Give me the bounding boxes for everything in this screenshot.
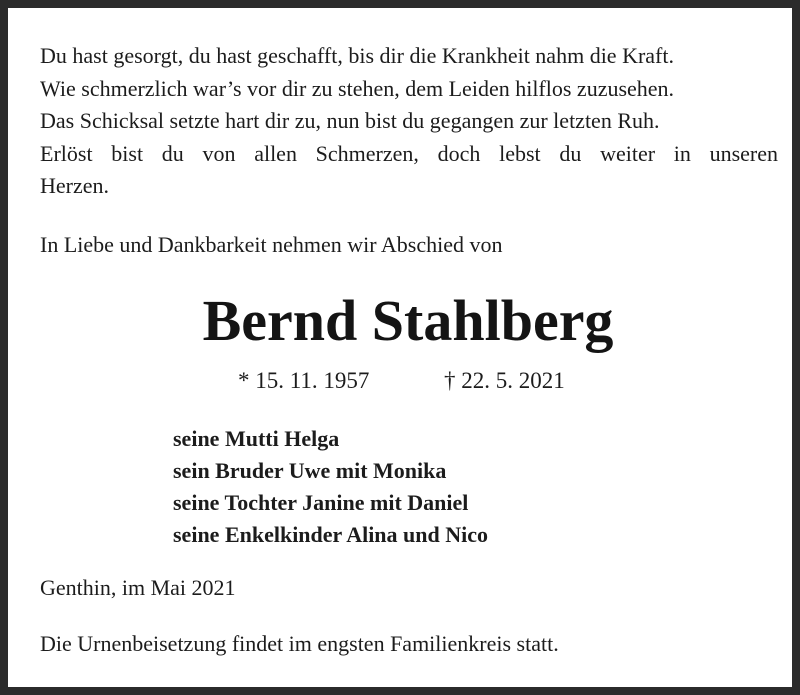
mourners-list [173, 423, 488, 551]
deceased-name: Bernd Stahlberg [202, 288, 614, 353]
birth-date: * 15. 11. 1957 [238, 368, 370, 393]
death-date: † 22. 5. 2021 [444, 368, 565, 393]
poem-line: Du hast gesorgt, du hast geschafft, bis dir die Krankheit nahm die Kraft. [40, 43, 674, 68]
memorial-poem [40, 40, 778, 203]
mourner-entry: seine Mutti Helga [173, 426, 340, 451]
farewell-intro: In Liebe und Dankbarkeit nehmen wir Abschied von [40, 232, 503, 257]
mourner-entry: seine Enkelkinder Alina und Nico [173, 522, 489, 547]
mourner-entry: sein Bruder Uwe mit Monika [173, 458, 447, 483]
poem-line: Erlöst bist du von allen Schmerzen, doch lebst du weiter in unseren [40, 140, 778, 166]
mourner-entry: seine Tochter Janine mit Daniel [173, 490, 469, 515]
poem-line: Das Schicksal setzte hart dir zu, nun bist du gegangen zur letzten Ruh. [40, 108, 660, 133]
burial-note: Die Urnenbeisetzung findet im engsten Familienkreis statt. [40, 631, 559, 656]
place-and-date: Genthin, im Mai 2021 [40, 575, 236, 600]
poem-line: Wie schmerzlich war’s vor dir zu stehen, dem Leiden hilflos zuzusehen. [40, 75, 675, 101]
poem-line: Herzen. [40, 173, 110, 198]
